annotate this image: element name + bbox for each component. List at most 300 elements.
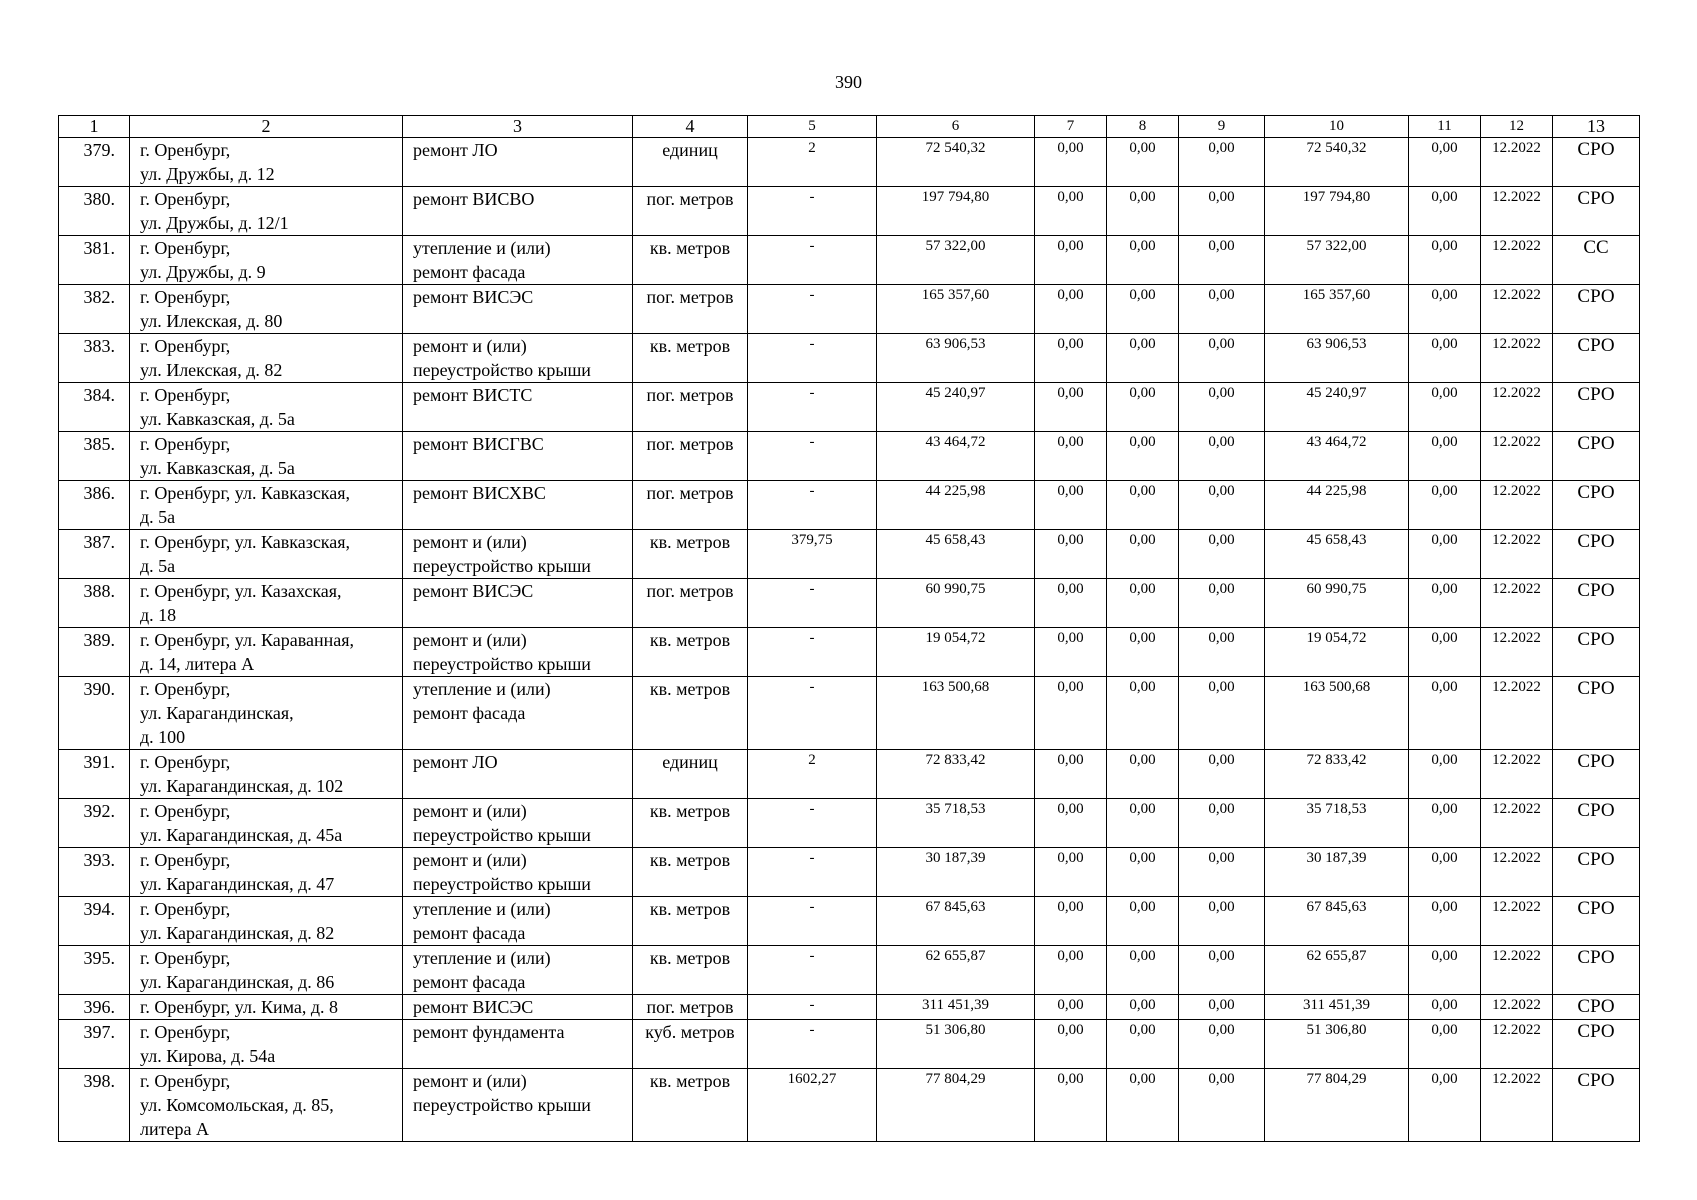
- col11-cell: 0,00: [1409, 481, 1481, 530]
- work-type-line: ремонт и (или): [413, 336, 527, 356]
- col10-cell: 311 451,39: [1265, 995, 1409, 1020]
- date-cell: 12.2022: [1481, 946, 1553, 995]
- col7-cell: 0,00: [1035, 530, 1107, 579]
- work-type-line: переустройство крыши: [413, 556, 591, 576]
- header-cell-2: 2: [130, 116, 403, 138]
- table-row: [59, 187, 1640, 236]
- address-line: ул. Карагандинская, д. 82: [140, 923, 335, 943]
- work-type-line: ремонт ВИСГВС: [413, 434, 544, 454]
- table-row: [59, 1020, 1640, 1069]
- row-number-cell: 385.: [59, 432, 130, 481]
- unit-cell: кв. метров: [633, 799, 748, 848]
- work-type-line: ремонт и (или): [413, 1071, 527, 1091]
- address-line: д. 14, литера А: [140, 654, 255, 674]
- work-type-line: ремонт фасада: [413, 703, 526, 723]
- header-cell-5: 5: [748, 116, 877, 138]
- work-type-line: утепление и (или): [413, 948, 551, 968]
- col10-cell: 67 845,63: [1265, 897, 1409, 946]
- table-header: [59, 116, 1640, 138]
- address-cell: [130, 285, 403, 334]
- col9-cell: 0,00: [1179, 897, 1265, 946]
- work-type-cell: [403, 628, 633, 677]
- work-type-line: ремонт и (или): [413, 532, 527, 552]
- cost-cell: 44 225,98: [877, 481, 1035, 530]
- method-cell: СРО: [1553, 383, 1640, 432]
- col8-cell: 0,00: [1107, 946, 1179, 995]
- row-number-cell: 379.: [59, 138, 130, 187]
- work-type-cell: [403, 187, 633, 236]
- unit-cell: кв. метров: [633, 236, 748, 285]
- work-type-cell: [403, 383, 633, 432]
- address-line: ул. Дружбы, д. 12: [140, 164, 275, 184]
- table-row: [59, 628, 1640, 677]
- work-type-line: переустройство крыши: [413, 360, 591, 380]
- col9-cell: 0,00: [1179, 579, 1265, 628]
- date-cell: 12.2022: [1481, 334, 1553, 383]
- cost-cell: 30 187,39: [877, 848, 1035, 897]
- col8-cell: 0,00: [1107, 799, 1179, 848]
- header-cell-11: 11: [1409, 116, 1481, 138]
- quantity-cell: -: [748, 579, 877, 628]
- col10-cell: 197 794,80: [1265, 187, 1409, 236]
- col9-cell: 0,00: [1179, 799, 1265, 848]
- col9-cell: 0,00: [1179, 383, 1265, 432]
- col10-cell: 165 357,60: [1265, 285, 1409, 334]
- row-number-cell: 389.: [59, 628, 130, 677]
- col10-cell: 62 655,87: [1265, 946, 1409, 995]
- col7-cell: 0,00: [1035, 848, 1107, 897]
- row-number-cell: 383.: [59, 334, 130, 383]
- col9-cell: 0,00: [1179, 138, 1265, 187]
- col8-cell: 0,00: [1107, 628, 1179, 677]
- cost-cell: 35 718,53: [877, 799, 1035, 848]
- row-number-cell: 388.: [59, 579, 130, 628]
- work-type-line: ремонт и (или): [413, 801, 527, 821]
- method-cell: СРО: [1553, 677, 1640, 750]
- method-cell: СРО: [1553, 1069, 1640, 1142]
- col8-cell: 0,00: [1107, 897, 1179, 946]
- quantity-cell: 379,75: [748, 530, 877, 579]
- col8-cell: 0,00: [1107, 750, 1179, 799]
- address-line: г. Оренбург, ул. Кима, д. 8: [140, 997, 339, 1017]
- col9-cell: 0,00: [1179, 750, 1265, 799]
- work-type-cell: [403, 897, 633, 946]
- unit-cell: кв. метров: [633, 334, 748, 383]
- table-row: [59, 236, 1640, 285]
- unit-cell: единиц: [633, 750, 748, 799]
- table-row: [59, 481, 1640, 530]
- address-line: д. 100: [140, 727, 186, 747]
- col9-cell: 0,00: [1179, 236, 1265, 285]
- col9-cell: 0,00: [1179, 432, 1265, 481]
- col9-cell: 0,00: [1179, 628, 1265, 677]
- work-type-line: ремонт ВИСЭС: [413, 287, 534, 307]
- col8-cell: 0,00: [1107, 236, 1179, 285]
- row-number-cell: 386.: [59, 481, 130, 530]
- date-cell: 12.2022: [1481, 1069, 1553, 1142]
- work-type-cell: [403, 236, 633, 285]
- address-line: г. Оренбург,: [140, 434, 231, 454]
- address-line: ул. Карагандинская, д. 102: [140, 776, 344, 796]
- col8-cell: 0,00: [1107, 530, 1179, 579]
- col11-cell: 0,00: [1409, 677, 1481, 750]
- method-cell: СРО: [1553, 750, 1640, 799]
- table-row: [59, 946, 1640, 995]
- date-cell: 12.2022: [1481, 897, 1553, 946]
- col11-cell: 0,00: [1409, 1069, 1481, 1142]
- unit-cell: кв. метров: [633, 628, 748, 677]
- address-line: г. Оренбург, ул. Кавказская,: [140, 532, 351, 552]
- col11-cell: 0,00: [1409, 799, 1481, 848]
- date-cell: 12.2022: [1481, 481, 1553, 530]
- table-row: [59, 383, 1640, 432]
- row-number-cell: 393.: [59, 848, 130, 897]
- address-cell: [130, 334, 403, 383]
- work-type-cell: [403, 334, 633, 383]
- work-type-cell: [403, 138, 633, 187]
- work-type-line: ремонт фундамента: [413, 1022, 565, 1042]
- col7-cell: 0,00: [1035, 334, 1107, 383]
- row-number-cell: 396.: [59, 995, 130, 1020]
- cost-cell: 57 322,00: [877, 236, 1035, 285]
- cost-cell: 19 054,72: [877, 628, 1035, 677]
- work-type-line: ремонт и (или): [413, 850, 527, 870]
- address-line: ул. Дружбы, д. 12/1: [140, 213, 289, 233]
- address-line: д. 18: [140, 605, 177, 625]
- col11-cell: 0,00: [1409, 995, 1481, 1020]
- table-row: [59, 799, 1640, 848]
- row-number-cell: 395.: [59, 946, 130, 995]
- address-cell: [130, 750, 403, 799]
- cost-cell: 197 794,80: [877, 187, 1035, 236]
- work-type-cell: [403, 677, 633, 750]
- cost-cell: 165 357,60: [877, 285, 1035, 334]
- cost-cell: 60 990,75: [877, 579, 1035, 628]
- work-type-line: ремонт ЛО: [413, 752, 498, 772]
- address-line: г. Оренбург,: [140, 140, 231, 160]
- col9-cell: 0,00: [1179, 481, 1265, 530]
- work-type-line: переустройство крыши: [413, 874, 591, 894]
- row-number-cell: 397.: [59, 1020, 130, 1069]
- address-line: ул. Кавказская, д. 5а: [140, 458, 295, 478]
- row-number-cell: 381.: [59, 236, 130, 285]
- col10-cell: 35 718,53: [1265, 799, 1409, 848]
- date-cell: 12.2022: [1481, 187, 1553, 236]
- address-cell: [130, 138, 403, 187]
- col9-cell: 0,00: [1179, 187, 1265, 236]
- cost-cell: 45 240,97: [877, 383, 1035, 432]
- method-cell: СРО: [1553, 995, 1640, 1020]
- cost-cell: 311 451,39: [877, 995, 1035, 1020]
- date-cell: 12.2022: [1481, 750, 1553, 799]
- col9-cell: 0,00: [1179, 285, 1265, 334]
- table-row: [59, 138, 1640, 187]
- unit-cell: пог. метров: [633, 995, 748, 1020]
- col9-cell: 0,00: [1179, 530, 1265, 579]
- address-cell: [130, 432, 403, 481]
- col11-cell: 0,00: [1409, 236, 1481, 285]
- col10-cell: 45 658,43: [1265, 530, 1409, 579]
- col11-cell: 0,00: [1409, 1020, 1481, 1069]
- date-cell: 12.2022: [1481, 995, 1553, 1020]
- address-line: г. Оренбург,: [140, 899, 231, 919]
- address-line: г. Оренбург,: [140, 752, 231, 772]
- quantity-cell: -: [748, 946, 877, 995]
- method-cell: СРО: [1553, 799, 1640, 848]
- address-cell: [130, 383, 403, 432]
- unit-cell: пог. метров: [633, 187, 748, 236]
- cost-cell: 51 306,80: [877, 1020, 1035, 1069]
- address-line: г. Оренбург,: [140, 189, 231, 209]
- method-cell: СРО: [1553, 285, 1640, 334]
- table-row: [59, 285, 1640, 334]
- col11-cell: 0,00: [1409, 187, 1481, 236]
- work-type-line: ремонт и (или): [413, 630, 527, 650]
- work-type-line: переустройство крыши: [413, 1095, 591, 1115]
- date-cell: 12.2022: [1481, 138, 1553, 187]
- address-cell: [130, 236, 403, 285]
- address-cell: [130, 530, 403, 579]
- address-cell: [130, 995, 403, 1020]
- col11-cell: 0,00: [1409, 432, 1481, 481]
- col7-cell: 0,00: [1035, 799, 1107, 848]
- method-cell: СРО: [1553, 481, 1640, 530]
- work-type-cell: [403, 946, 633, 995]
- quantity-cell: -: [748, 848, 877, 897]
- row-number-cell: 387.: [59, 530, 130, 579]
- col7-cell: 0,00: [1035, 138, 1107, 187]
- col7-cell: 0,00: [1035, 579, 1107, 628]
- header-cell-10: 10: [1265, 116, 1409, 138]
- col8-cell: 0,00: [1107, 285, 1179, 334]
- date-cell: 12.2022: [1481, 530, 1553, 579]
- work-type-cell: [403, 750, 633, 799]
- address-cell: [130, 946, 403, 995]
- method-cell: СРО: [1553, 628, 1640, 677]
- work-type-cell: [403, 995, 633, 1020]
- quantity-cell: -: [748, 1020, 877, 1069]
- work-type-line: утепление и (или): [413, 899, 551, 919]
- table-row: [59, 677, 1640, 750]
- address-line: г. Оренбург,: [140, 336, 231, 356]
- row-number-cell: 382.: [59, 285, 130, 334]
- work-type-line: ремонт ВИСЭС: [413, 997, 534, 1017]
- col10-cell: 163 500,68: [1265, 677, 1409, 750]
- date-cell: 12.2022: [1481, 848, 1553, 897]
- col10-cell: 72 540,32: [1265, 138, 1409, 187]
- work-type-line: ремонт фасада: [413, 972, 526, 992]
- col11-cell: 0,00: [1409, 285, 1481, 334]
- address-cell: [130, 579, 403, 628]
- method-cell: СРО: [1553, 138, 1640, 187]
- work-type-cell: [403, 799, 633, 848]
- header-cell-4: 4: [633, 116, 748, 138]
- col8-cell: 0,00: [1107, 138, 1179, 187]
- col10-cell: 30 187,39: [1265, 848, 1409, 897]
- cost-cell: 63 906,53: [877, 334, 1035, 383]
- method-cell: СС: [1553, 236, 1640, 285]
- col8-cell: 0,00: [1107, 187, 1179, 236]
- work-type-cell: [403, 1020, 633, 1069]
- method-cell: СРО: [1553, 579, 1640, 628]
- quantity-cell: -: [748, 432, 877, 481]
- col11-cell: 0,00: [1409, 628, 1481, 677]
- address-line: г. Оренбург,: [140, 1022, 231, 1042]
- cost-cell: 72 833,42: [877, 750, 1035, 799]
- cost-cell: 72 540,32: [877, 138, 1035, 187]
- cost-cell: 77 804,29: [877, 1069, 1035, 1142]
- work-type-cell: [403, 848, 633, 897]
- table-row: [59, 897, 1640, 946]
- address-line: г. Оренбург,: [140, 948, 231, 968]
- date-cell: 12.2022: [1481, 799, 1553, 848]
- col11-cell: 0,00: [1409, 848, 1481, 897]
- date-cell: 12.2022: [1481, 236, 1553, 285]
- address-line: ул. Карагандинская, д. 47: [140, 874, 335, 894]
- method-cell: СРО: [1553, 848, 1640, 897]
- header-cell-8: 8: [1107, 116, 1179, 138]
- col8-cell: 0,00: [1107, 995, 1179, 1020]
- table-row: [59, 530, 1640, 579]
- quantity-cell: -: [748, 628, 877, 677]
- quantity-cell: -: [748, 383, 877, 432]
- header-cell-1: 1: [59, 116, 130, 138]
- col7-cell: 0,00: [1035, 750, 1107, 799]
- date-cell: 12.2022: [1481, 677, 1553, 750]
- work-type-line: утепление и (или): [413, 679, 551, 699]
- col10-cell: 19 054,72: [1265, 628, 1409, 677]
- address-line: ул. Карагандинская, д. 45а: [140, 825, 343, 845]
- col11-cell: 0,00: [1409, 138, 1481, 187]
- col8-cell: 0,00: [1107, 579, 1179, 628]
- col7-cell: 0,00: [1035, 236, 1107, 285]
- col7-cell: 0,00: [1035, 1020, 1107, 1069]
- row-number-cell: 391.: [59, 750, 130, 799]
- method-cell: СРО: [1553, 432, 1640, 481]
- quantity-cell: -: [748, 334, 877, 383]
- cost-cell: 62 655,87: [877, 946, 1035, 995]
- row-number-cell: 390.: [59, 677, 130, 750]
- address-line: ул. Кирова, д. 54а: [140, 1046, 276, 1066]
- quantity-cell: -: [748, 285, 877, 334]
- work-type-line: ремонт ЛО: [413, 140, 498, 160]
- unit-cell: пог. метров: [633, 432, 748, 481]
- address-line: г. Оренбург,: [140, 385, 231, 405]
- quantity-cell: -: [748, 481, 877, 530]
- col10-cell: 77 804,29: [1265, 1069, 1409, 1142]
- address-cell: [130, 848, 403, 897]
- quantity-cell: -: [748, 677, 877, 750]
- work-type-line: переустройство крыши: [413, 825, 591, 845]
- work-type-cell: [403, 1069, 633, 1142]
- col9-cell: 0,00: [1179, 848, 1265, 897]
- method-cell: СРО: [1553, 334, 1640, 383]
- quantity-cell: 2: [748, 138, 877, 187]
- col11-cell: 0,00: [1409, 750, 1481, 799]
- col10-cell: 63 906,53: [1265, 334, 1409, 383]
- method-cell: СРО: [1553, 946, 1640, 995]
- method-cell: СРО: [1553, 187, 1640, 236]
- col9-cell: 0,00: [1179, 995, 1265, 1020]
- col11-cell: 0,00: [1409, 897, 1481, 946]
- table-row: [59, 334, 1640, 383]
- col7-cell: 0,00: [1035, 285, 1107, 334]
- col10-cell: 51 306,80: [1265, 1020, 1409, 1069]
- address-cell: [130, 1020, 403, 1069]
- address-cell: [130, 628, 403, 677]
- col10-cell: 45 240,97: [1265, 383, 1409, 432]
- col11-cell: 0,00: [1409, 946, 1481, 995]
- header-cell-7: 7: [1035, 116, 1107, 138]
- table-row: [59, 848, 1640, 897]
- address-cell: [130, 897, 403, 946]
- quantity-cell: -: [748, 187, 877, 236]
- address-line: д. 5а: [140, 507, 176, 527]
- header-cell-13: 13: [1553, 116, 1640, 138]
- work-type-cell: [403, 481, 633, 530]
- row-number-cell: 394.: [59, 897, 130, 946]
- row-number-cell: 392.: [59, 799, 130, 848]
- col11-cell: 0,00: [1409, 579, 1481, 628]
- address-cell: [130, 1069, 403, 1142]
- table-row: [59, 432, 1640, 481]
- col7-cell: 0,00: [1035, 995, 1107, 1020]
- cost-cell: 67 845,63: [877, 897, 1035, 946]
- method-cell: СРО: [1553, 1020, 1640, 1069]
- col11-cell: 0,00: [1409, 383, 1481, 432]
- unit-cell: кв. метров: [633, 848, 748, 897]
- col7-cell: 0,00: [1035, 481, 1107, 530]
- address-line: ул. Кавказская, д. 5а: [140, 409, 295, 429]
- work-type-cell: [403, 432, 633, 481]
- col10-cell: 60 990,75: [1265, 579, 1409, 628]
- col7-cell: 0,00: [1035, 432, 1107, 481]
- address-line: г. Оренбург,: [140, 287, 231, 307]
- unit-cell: кв. метров: [633, 677, 748, 750]
- quantity-cell: -: [748, 897, 877, 946]
- col8-cell: 0,00: [1107, 1020, 1179, 1069]
- cost-cell: 163 500,68: [877, 677, 1035, 750]
- col8-cell: 0,00: [1107, 848, 1179, 897]
- col9-cell: 0,00: [1179, 334, 1265, 383]
- col7-cell: 0,00: [1035, 383, 1107, 432]
- date-cell: 12.2022: [1481, 1020, 1553, 1069]
- col8-cell: 0,00: [1107, 1069, 1179, 1142]
- address-line: ул. Илекская, д. 82: [140, 360, 283, 380]
- col8-cell: 0,00: [1107, 677, 1179, 750]
- address-line: г. Оренбург,: [140, 801, 231, 821]
- col7-cell: 0,00: [1035, 1069, 1107, 1142]
- col7-cell: 0,00: [1035, 187, 1107, 236]
- works-table: [58, 115, 1640, 1142]
- work-type-line: ремонт фасада: [413, 262, 526, 282]
- unit-cell: единиц: [633, 138, 748, 187]
- unit-cell: кв. метров: [633, 530, 748, 579]
- table-row: [59, 750, 1640, 799]
- col8-cell: 0,00: [1107, 481, 1179, 530]
- date-cell: 12.2022: [1481, 628, 1553, 677]
- date-cell: 12.2022: [1481, 285, 1553, 334]
- date-cell: 12.2022: [1481, 383, 1553, 432]
- work-type-line: ремонт фасада: [413, 923, 526, 943]
- quantity-cell: -: [748, 236, 877, 285]
- header-cell-6: 6: [877, 116, 1035, 138]
- col7-cell: 0,00: [1035, 946, 1107, 995]
- work-type-line: ремонт ВИСВО: [413, 189, 535, 209]
- row-number-cell: 380.: [59, 187, 130, 236]
- page-number: 390: [835, 72, 862, 92]
- date-cell: 12.2022: [1481, 579, 1553, 628]
